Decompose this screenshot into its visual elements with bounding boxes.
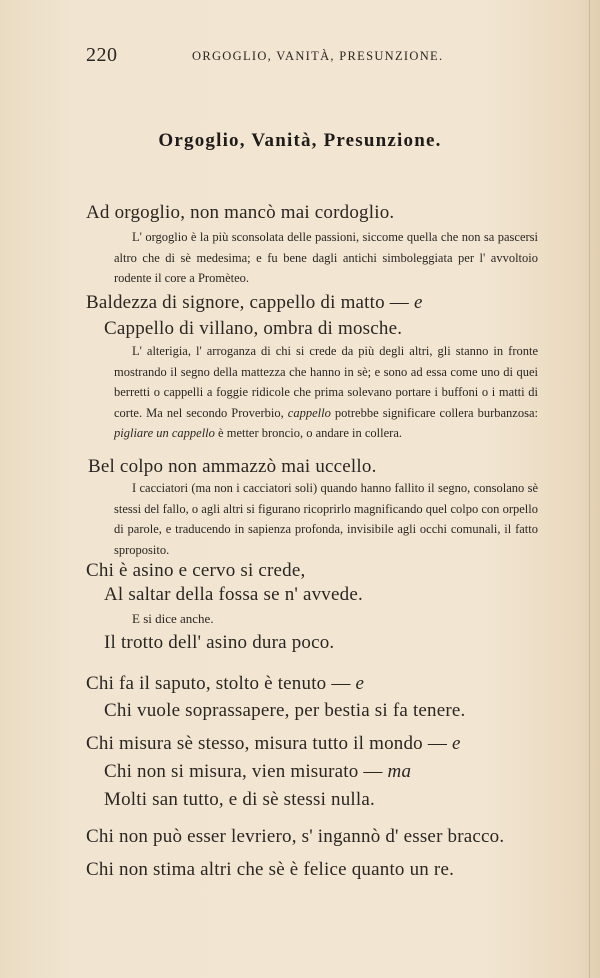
- proverb-note: [114, 341, 538, 444]
- proverb-line: Chi vuole soprassapere, per bestia si fa tenere.: [104, 700, 466, 721]
- note-text: L' alterigia, l' arroganza di chi si crede da più degli altri, gli stanno in fronte mostrando il segno della mattezza che hanno in sè; e sono ad essa come uno di quei berretti o cappelli a foggie ridicole che prima solevano portare i buffoni o i matti di corte. Ma nel secondo Proverbio, cappello potrebbe significare collera burbanzosa: pigliare un cappello è metter broncio, o andare in collera.: [114, 344, 538, 440]
- page-number: 220: [86, 44, 118, 66]
- proverb-line: Molti san tutto, e di sè stessi nulla.: [104, 789, 375, 810]
- proverb-note: [114, 227, 538, 289]
- variant-note: E si dice anche.: [132, 611, 214, 626]
- running-title: ORGOGLIO, VANITÀ, PRESUNZIONE.: [192, 49, 444, 63]
- proverb-line: Ad orgoglio, non mancò mai cordoglio.: [86, 202, 395, 223]
- proverb-line: Il trotto dell' asino dura poco.: [104, 632, 335, 653]
- proverb-connector: e: [451, 733, 461, 754]
- proverb-line: Chi non stima altri che sè è felice quanto un re.: [86, 859, 455, 880]
- proverb-text: Chi non si misura, vien misurato —: [104, 761, 383, 782]
- proverb-connector: e: [413, 292, 423, 313]
- proverb-line: Bel colpo non ammazzò mai uccello.: [88, 456, 377, 477]
- proverb-line: Chi è asino e cervo si crede,: [86, 560, 306, 581]
- proverb-connector: ma: [387, 761, 412, 782]
- note-text: I cacciatori (ma non i cacciatori soli) quando hanno fallito il segno, consolano sè stessi del fallo, o agli altri si figurano ricoprirlo magnificando quel colpo con orpello di parole, e traducendo in sapienza profonda, invisibile agli occhi comunali, il fatto sproposito.: [114, 481, 538, 557]
- proverb-text: Baldezza di signore, cappello di matto —: [86, 292, 409, 313]
- proverb-line: [86, 673, 364, 695]
- page-header: [86, 44, 556, 68]
- proverb-line: Cappello di villano, ombra di mosche.: [104, 318, 403, 339]
- proverb-line: Chi non può esser levriero, s' ingannò d' esser bracco.: [86, 826, 505, 847]
- section-title: Orgoglio, Vanità, Presunzione.: [158, 130, 442, 151]
- proverb-connector: e: [355, 673, 365, 694]
- note-text: L' orgoglio è la più sconsolata delle passioni, siccome quella che non sa pascersi altro che di sè medesima; e fu bene dagli antichi simboleggiata per l' avvoltoio rodente il core a Promèteo.: [114, 230, 538, 285]
- proverb-line: [104, 761, 411, 783]
- proverb-line: [86, 733, 461, 755]
- proverb-text: Chi fa il saputo, stolto è tenuto —: [86, 673, 351, 694]
- proverb-text: Chi misura sè stesso, misura tutto il mondo —: [86, 733, 448, 754]
- proverb-note: [114, 478, 538, 560]
- proverb-line: Al saltar della fossa se n' avvede.: [104, 584, 363, 605]
- proverb-line: [86, 292, 423, 314]
